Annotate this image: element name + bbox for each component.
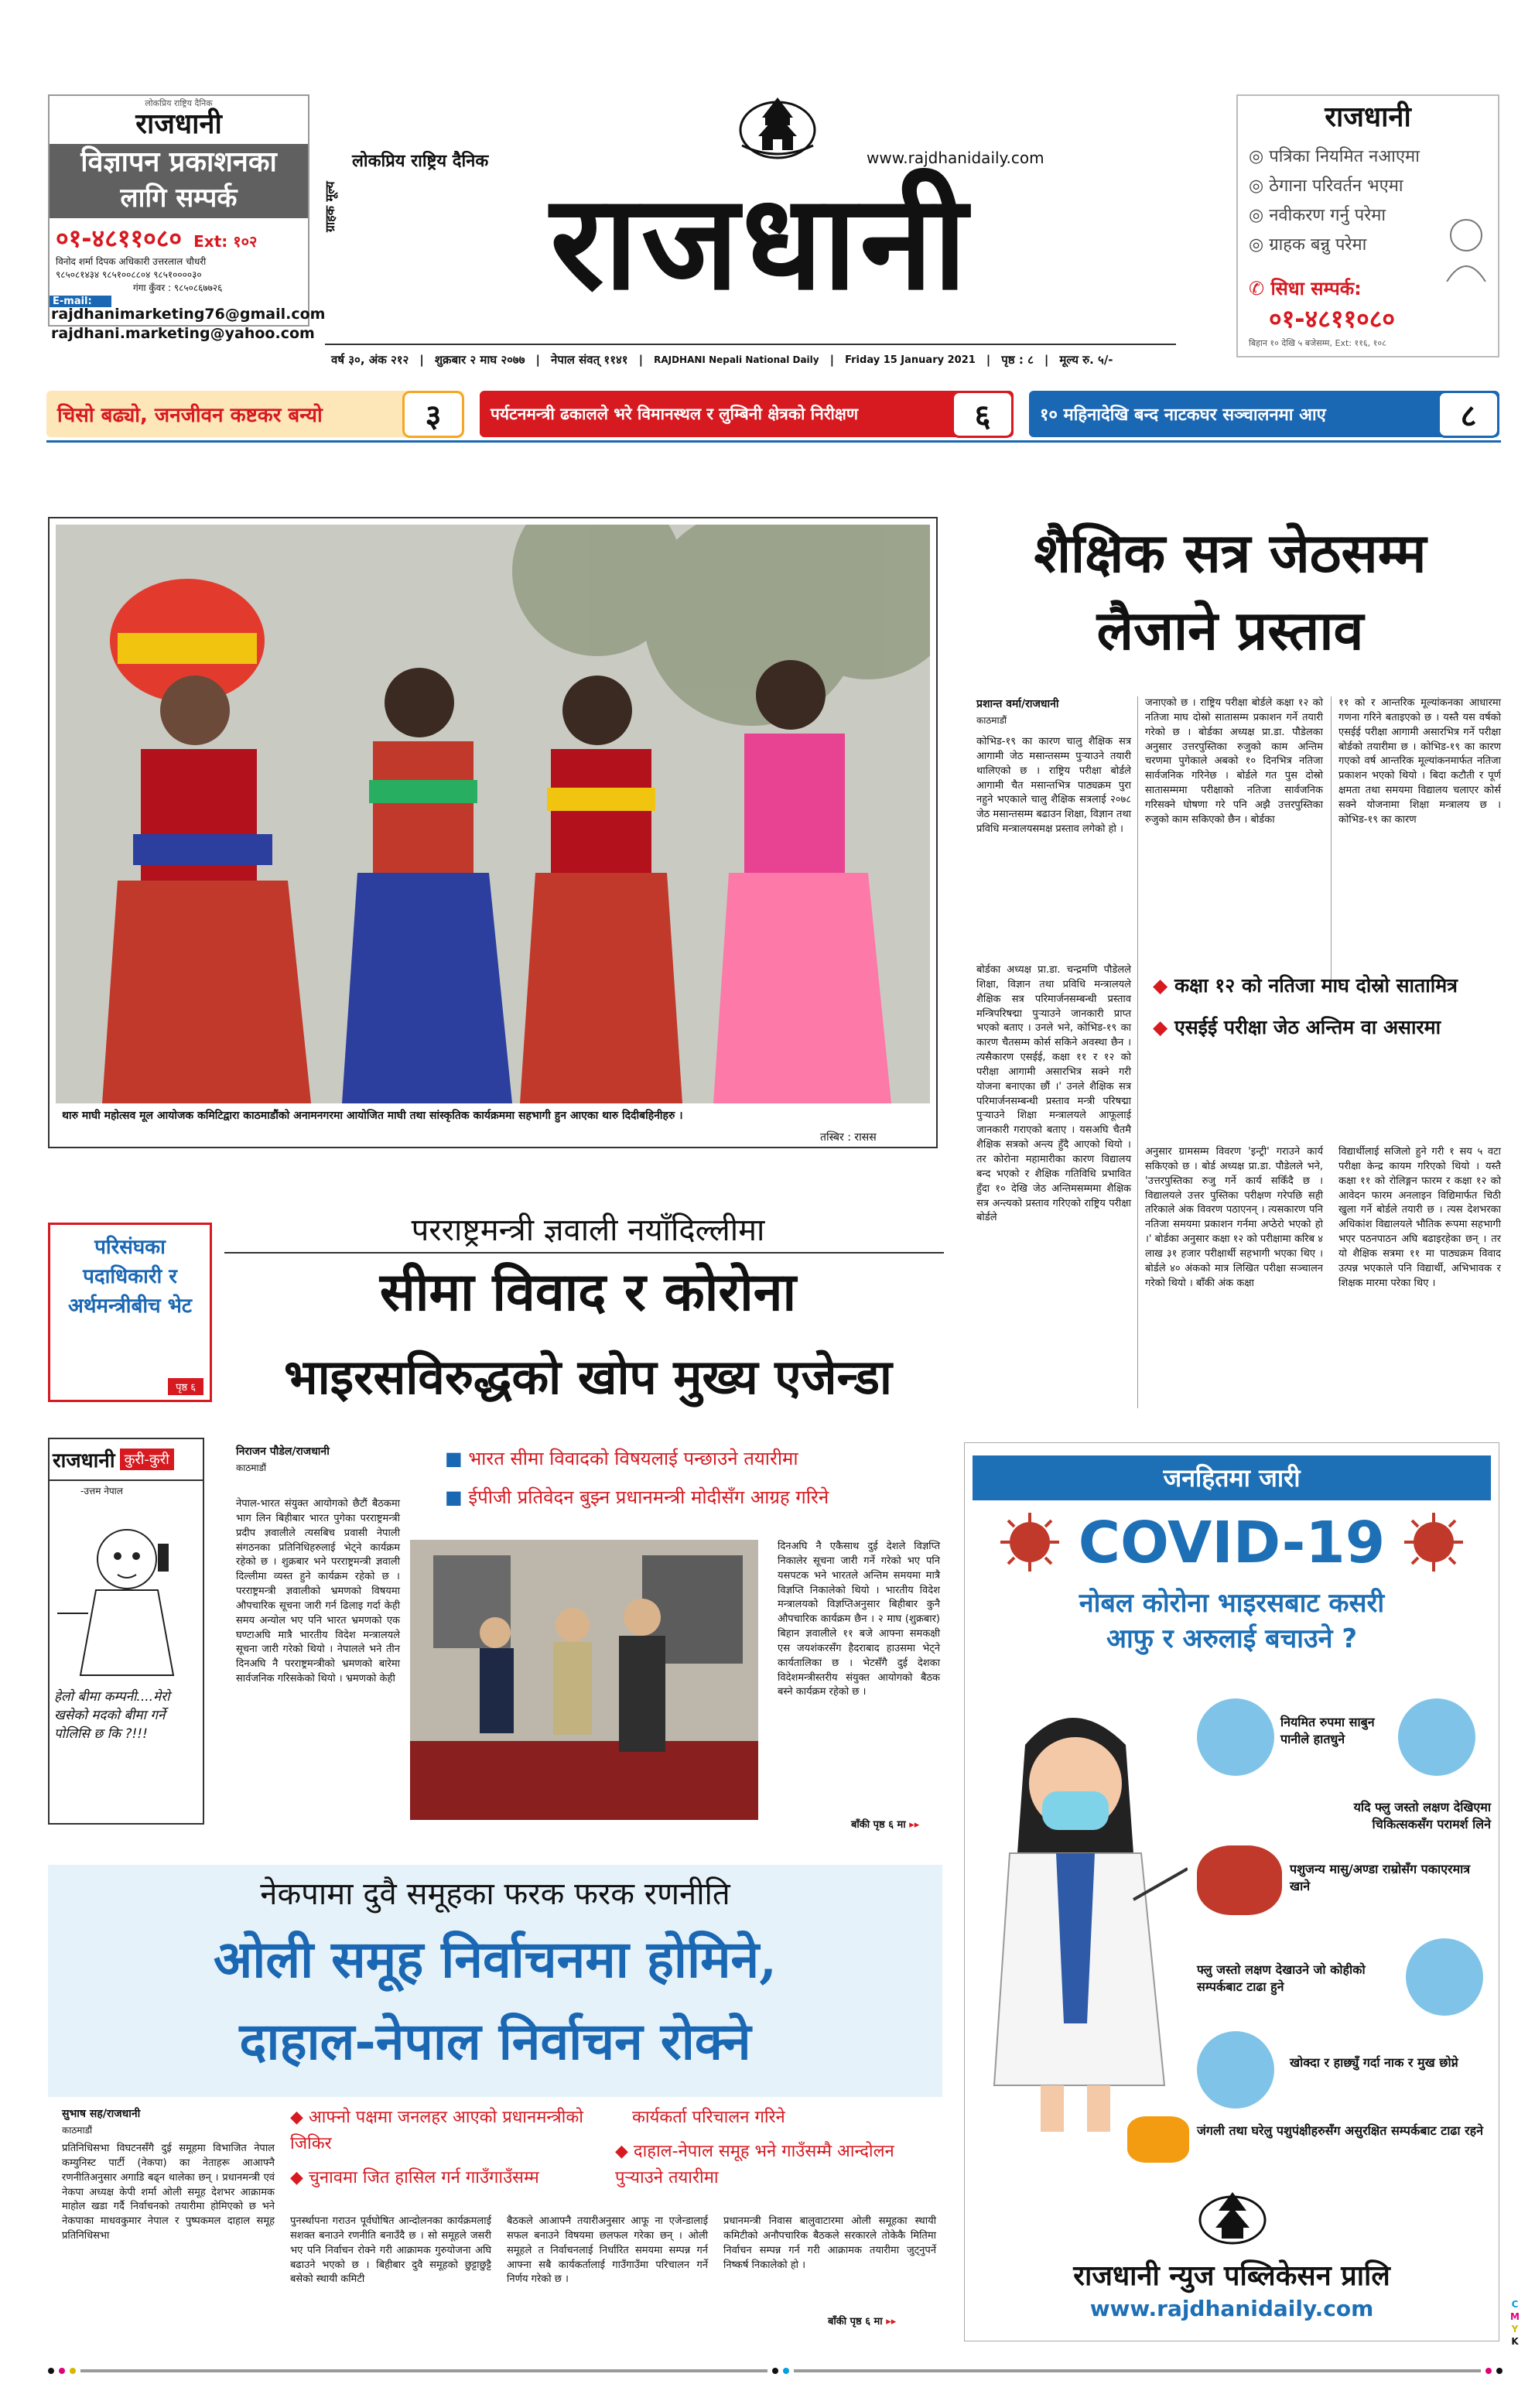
story3-bullet: ◆ चुनावमा जित हासिल गर्न गाउँगाउँसम्म bbox=[290, 2165, 600, 2191]
story1-col-rule bbox=[1331, 696, 1332, 983]
meta-nepal-samvat: नेपाल संवत् ११४१ bbox=[551, 353, 628, 367]
covid-tip-text: जंगली तथा घरेलु पशुपंक्षीहरुसँग असुरक्षित सम्पर्कबाट टाढा रहने bbox=[1197, 2123, 1484, 2138]
story2-bullet: ■ भारत सीमा विवादको विषयलाई पन्छाउने तयारीमा bbox=[445, 1439, 940, 1478]
story1-col2b: अनुसार ग्रामसम्म विवरण 'इन्ट्री' गराउने कार्य सकिएको छ । बोर्ड अध्यक्ष प्रा.डा. पौडेलले भने, 'उत्तरपुस्तिका रुजु गर्ने कार्य सकिँदै छ । विद्यालयले उत्तर पुस्तिका परीक्षण गरेपछि सही तरिकाले अंक विवरण पठाएनन् । त्यसकारण पनि नतिजा समयमा प्रकाशन गर्नमा अप्ठेरो भएको हो ।' बोर्डका अनुसार कक्षा १२ को परीक्षामा करिब ४ लाख ३१ हजार परीक्षार्थी सहभागी भएका थिए । बोर्डले ४० अंकको मात्र लिखित परीक्षा सञ्चालन गरेको थियो । बाँकी अंक कक्षा bbox=[1145, 1146, 1323, 1289]
right-ad-box bbox=[1236, 94, 1499, 357]
story1-highlight-item: ◆ एसईई परीक्षा जेठ अन्तिम वा असारमा bbox=[1153, 1012, 1501, 1043]
story1-headline2: लैजाने प्रस्ताव bbox=[1096, 598, 1364, 662]
right-ad-item: ◎ नवीकरण गर्नु परेमा bbox=[1249, 206, 1386, 225]
handwash-icon bbox=[1197, 1698, 1274, 1776]
covid-ad bbox=[964, 1442, 1499, 2341]
meta-date-np: शुक्रबार २ माघ २०७७ bbox=[434, 353, 525, 367]
covid-tip-text: यदि फ्लु जस्तो लक्षण देखिएमा चिकित्सकसँग परामर्श लिने bbox=[1353, 1800, 1491, 1832]
covid-tip bbox=[1197, 1698, 1491, 1799]
left-ad-email1[interactable]: rajdhanimarketing76@gmail.com bbox=[51, 306, 326, 323]
tagline: लोकप्रिय राष्ट्रिय दैनिक bbox=[352, 152, 489, 171]
covid-tip bbox=[1127, 2116, 1491, 2170]
cartoon-drawing bbox=[50, 1497, 203, 1683]
right-ad-footnote: बिहान १० देखि ५ बजेसम्म, Ext: ११६, १०८ bbox=[1249, 338, 1386, 348]
meat-icon bbox=[1197, 1845, 1282, 1915]
covid-subtitle2: आफु र अरुलाई बचाउने ? bbox=[1106, 1623, 1358, 1654]
story3-col3: बैठकले आआफ्नै तयारीअनुसार आफू ना एजेन्डालाई सफल बनाउने विषयमा छलफल गरेका छन् । ओली समूहले त निर्वाचनलाई निर्धारित समयमा सम्पन्न गर्न आफ्ना सबै कार्यकर्तालाई गाउँगाउँमा परिचालन गर्ने निर्णय गरेको छ । bbox=[507, 2215, 708, 2286]
left-ad-contact-line: गंगा कुँवर : ९८५०८६७७२६ bbox=[133, 282, 223, 293]
story2-headline2: भाइरसविरुद्धको खोप मुख्य एजेन्डा bbox=[284, 1349, 892, 1405]
cartoon-logo: राजधानी bbox=[53, 1449, 115, 1473]
publisher-url[interactable]: www.rajdhanidaily.com bbox=[1089, 2296, 1374, 2321]
right-ad-logo: राजधानी bbox=[1325, 101, 1411, 133]
right-ad-item: ◎ ग्राहक बन्नु परेमा bbox=[1249, 235, 1367, 255]
covid-title-row bbox=[965, 1500, 1499, 1585]
teaser-text: पर्यटनमन्त्री ढकालले भरे विमानस्थल र लुम्बिनी क्षेत्रको निरीक्षण bbox=[491, 405, 859, 423]
story1-col-rule bbox=[1137, 696, 1138, 1408]
side-label: ग्राहक मूल्य bbox=[323, 181, 337, 232]
covid-title: COVID-19 bbox=[1078, 1510, 1386, 1576]
covid-banner: जनहितमा जारी bbox=[973, 1455, 1491, 1500]
teaser-1[interactable] bbox=[46, 391, 464, 437]
doctor-illustration-icon bbox=[971, 1698, 1188, 2139]
masthead-meta: वर्ष ३०, अंक २१२ | शुक्रबार २ माघ २०७७ | नेपाल संवत् ११४१ | RAJDHANI Nepali National Daily | Friday 15 January 2021 | पृष्ठ : ८ | मूल्य रु. ५/- bbox=[331, 353, 1113, 367]
story3-bullets-right bbox=[615, 2105, 940, 2191]
teaser-page: ३ bbox=[402, 391, 464, 438]
sneeze-icon bbox=[1197, 2031, 1274, 2109]
covid-tip-text: खोक्दा र हाछ्युँ गर्दा नाक र मुख छोप्ने bbox=[1290, 2055, 1458, 2070]
meta-paper-en: RAJDHANI Nepali National Daily bbox=[654, 354, 819, 365]
covid-tip-text: नियमित रुपमा साबुन पानीले हातधुने bbox=[1280, 1715, 1375, 1746]
right-ad-contact-label: ✆ सिधा सम्पर्क: bbox=[1249, 278, 1362, 299]
publisher-emblem-icon bbox=[1194, 2186, 1271, 2248]
left-ad-email2[interactable]: rajdhani.marketing@yahoo.com bbox=[51, 325, 315, 342]
left-ad-contact-line: विनोद शर्मा दिपक अधिकारी उत्तरलाल चौधरी bbox=[56, 256, 207, 267]
inside-box-text: परिसंघका पदाधिकारी र अर्थमन्त्रीबीच भेट bbox=[67, 1236, 193, 1318]
left-ad-phone: ०१-४८११०८० bbox=[56, 224, 183, 253]
photo-credit: तस्बिर : रासस bbox=[820, 1131, 877, 1144]
story3-headline2: दाहाल-नेपाल निर्वाचन रोक्ने bbox=[239, 2011, 751, 2071]
sick-person-icon bbox=[1398, 1698, 1475, 1776]
story2-continued[interactable]: बाँकी पृष्ठ ६ मा ▸▸ bbox=[851, 1819, 920, 1831]
inside-box[interactable] bbox=[48, 1223, 212, 1402]
story3-col4: प्रधानमन्त्री निवास बालुवाटारमा ओली समूहका स्थायी कमिटीको अनौपचारिक बैठकले सरकारले तोकेकै मितिमा निर्वाचन सम्पन्न गर्न गरी आक्रामक तयारीमा जुट्नुपर्ने निष्कर्ष निकालेको हो । bbox=[723, 2215, 936, 2271]
meta-price: मूल्य रु. ५/- bbox=[1059, 353, 1113, 367]
covid-tip-text: पशुजन्य मासु/अण्डा राम्रोसँग पकाएरमात्र खाने bbox=[1290, 1862, 1471, 1893]
left-ad-logo bbox=[50, 96, 308, 142]
photo-caption: थारु माघी महोत्सव मूल आयोजक कमिटिद्वारा काठमाडौंको अनामनगरमा आयोजित माघी तथा सांस्कृतिक कार्यक्रममा सहभागी हुन आएका थारु दिदीबहिनीहरु । bbox=[62, 1110, 683, 1122]
story1-byline: प्रशान्त वर्मा/राजधानी bbox=[976, 698, 1059, 710]
left-ad-phone-row bbox=[56, 221, 303, 252]
left-ad-title2: लागि सम्पर्क bbox=[120, 183, 238, 214]
story3-byline: सुभाष सह/राजधानी bbox=[62, 2108, 141, 2120]
story2-rule bbox=[224, 1252, 944, 1254]
left-ad-title1: विज्ञापन प्रकाशनका bbox=[80, 146, 277, 178]
story1-col1b: बोर्डका अध्यक्ष प्रा.डा. चन्द्रमणि पौडेलले शिक्षा, विज्ञान तथा प्रविधि मन्त्रालयले शैक्षिक सत्र परिमार्जनसम्बन्धी प्रस्ताव मन्त्रिपरिषद्मा पुऱ्याउने जानकारी प्राप्त भएको बताए । उनले भने, कोभिड-१९ का कारण चैतसम्म कोर्स सकिने अवस्था छैन । त्यसैकारण एसईई, कक्षा ११ र १२ को परीक्षा आगामी असारभित्र सक्ने गरी योजना बनाएका छौं ।' उनले शैक्षिक सत्र परिमार्जनसम्बन्धी प्रस्ताव मन्त्री परिषद्मा पुऱ्याउने शिक्षा मन्त्रालयले आफूलाई जानकारी गराएको बताए । यसअघि चैतमै शैक्षिक सत्रको अन्त्य हुँदै आएको थियो । तर कोरोना महामारीका कारण विद्यालय बन्द भएको र शैक्षिक गतिविधि प्रभावित हुँदा १० देखि जेठ अन्तिमसम्ममा शैक्षिक सत्र अन्त्यको प्रस्ताव गरिएको राष्ट्रिय परीक्षा बोर्डले bbox=[976, 964, 1131, 1224]
story2-headline1: सीमा विवाद र कोरोना bbox=[379, 1261, 797, 1323]
story1-highlight bbox=[1153, 970, 1501, 1043]
inside-box-page: पृष्ठ ६ bbox=[168, 1378, 203, 1395]
story1-headline1: शैक्षिक सत्र जेठसम्म bbox=[1034, 521, 1427, 585]
covid-tip-text: फ्लु जस्तो लक्षण देखाउने जो कोहीको सम्पर्कबाट टाढा हुने bbox=[1197, 1962, 1366, 1994]
meta-volume: वर्ष ३०, अंक २१२ bbox=[331, 353, 409, 367]
story2-col3: दिनअघि नै एकैसाथ दुई देशले विज्ञप्ति निकालेर सूचना जारी गर्ने गरेको भए पनि यसपटक भने भारतले अन्तिम समयमा मात्रै विज्ञप्ति निकालेको थियो । भारतीय विदेश मन्त्रालयको विज्ञप्तिअनुसार बिहीबार कुनै औपचारिक कार्यक्रम छैन । २ माघ (शुक्रबार) बिहान ज्ञवालीले ११ बजे आफ्ना समकक्षी एस जयशंकरसँग हैदराबाद हाउसमा भेट्ने कार्यतालिका छ । भेटसँगै दुई देशका विदेशमन्त्रीस्तरीय संयुक्त आयोगको बैठक बस्ने कार्यक्रम रहेको छ । bbox=[778, 1541, 940, 1698]
meta-pages: पृष्ठ : ८ bbox=[1001, 353, 1034, 367]
customer-face-icon bbox=[1439, 212, 1493, 282]
distance-icon bbox=[1406, 1938, 1483, 2016]
masthead-title: राजधानी bbox=[550, 165, 970, 320]
website[interactable]: www.rajdhanidaily.com bbox=[867, 149, 1044, 167]
story2-place: काठमाडौं bbox=[236, 1462, 267, 1473]
story2-col1: नेपाल-भारत संयुक्त आयोगको छैटौं बैठकमा भाग लिन बिहीबार भारत पुगेका परराष्ट्रमन्त्री प्रदीप ज्ञवालीले त्यसबिच प्रवासी नेपाली संगठनका प्रतिनिधिहरुलाई भेट्ने कार्यक्रम रहेको छ । शुक्रबार भने परराष्ट्रमन्त्री ज्ञवाली दिल्लीमा व्यस्त हुने कार्यक्रम रहेको छ । परराष्ट्रमन्त्री ज्ञवालीको भ्रमणको विषयमा औपचारिक सूचना जारी गर्न ढिलाइ गर्दा केही समय अन्योल भए पनि भारत भ्रमणको एक घण्टाअघि मात्रै भारतीय विदेश मन्त्रालयले सूचना जारी गरेको थियो । नेपालले भने तीन दिनअघि नै परराष्ट्रमन्त्रीको भ्रमणको बारेमा सार्वजनिक गरिसकेको थियो । भ्रमणको केही bbox=[236, 1498, 400, 1685]
story1-col1a: कोभिड-१९ का कारण चालु शैक्षिक सत्र आगामी जेठ मसान्तसम्म पुऱ्याउने तयारी थालिएको छ । राष्ट्रिय परीक्षा बोर्डले आगामी चैत मसान्तभित्र पाठ्यक्रम पुरा नहुने भएकाले चालु शैक्षिक सत्रलाई २०७८ जेठ मसान्तसम्म बढाउन शिक्षा, विज्ञान तथा प्रविधि मन्त्रालयसमक्ष प्रस्ताव लगेको हो । bbox=[976, 736, 1131, 836]
story3-bullets-left bbox=[290, 2105, 600, 2191]
story3-col1: प्रतिनिधिसभा विघटनसँगै दुई समूहमा विभाजित नेपाल कम्युनिस्ट पार्टी (नेकपा) का नेताहरू आआफ्नै रणनीतिअनुसार अगाडि बढ्न थालेका छन् । प्रधानमन्त्री एवं नेकपा अध्यक्ष केपी शर्मा ओली समूह देशभर आक्रामक माहोल खडा गर्दै निर्वाचनको तयारीमा होमिएको छ भने नेकपाका माधवकुमार नेपाल र पुष्पकमल दाहाल समूह प्रतिनिधिसभा bbox=[62, 2143, 275, 2242]
cartoon-box bbox=[48, 1438, 204, 1825]
left-ad-contact-line: ९८५०८१४३४ ९८५१००८८०४ ९८५१००००३० bbox=[56, 269, 202, 280]
story2-bullet: ■ ईपीजी प्रतिवेदन बुझ्न प्रधानमन्त्री मोदीसँग आग्रह गरिने bbox=[445, 1478, 940, 1517]
covid-tip bbox=[1197, 2031, 1491, 2116]
story1-col2a: जनाएको छ । राष्ट्रिय परीक्षा बोर्डले कक्षा १२ को नतिजा माघ दोस्रो सातासम्म प्रकाशन गर्ने तयारी गरेको छ । बोर्डका अध्यक्ष प्रा.डा. पौडेलका अनुसार उत्तरपुस्तिका रुजुको काम अन्तिम चरणमा पुगेकाले अबको १० दिनभित्र नतिजा सार्वजनिक गरिनेछ । बोर्डले गत पुस दोस्रो सातासम्ममा परीक्षाको नतिजा सार्वजनिक गरिसक्ने घोषणा गरे पनि अझै उत्तरपुस्तिका रुजुको काम सकिएको छैन । बोर्डका bbox=[1145, 697, 1323, 826]
teaser-text: चिसो बढ्यो, जनजीवन कष्टकर बन्यो bbox=[57, 404, 323, 427]
cmyk-k: K bbox=[1511, 2336, 1519, 2347]
teaser-page: ६ bbox=[952, 391, 1014, 438]
story1-place: काठमाडौं bbox=[976, 715, 1007, 726]
story3-bullet: ◆ आफ्नो पक्षमा जनलहर आएको प्रधानमन्त्रीको जिकिर bbox=[290, 2105, 600, 2157]
story3-place: काठमाडौं bbox=[62, 2125, 93, 2136]
covid-subtitle1: नोबल कोरोना भाइरसबाट कसरी bbox=[1079, 1588, 1385, 1619]
cmyk-m: M bbox=[1510, 2311, 1520, 2322]
teaser-2[interactable] bbox=[480, 391, 1014, 437]
right-ad-item: ◎ ठेगाना परिवर्तन भएमा bbox=[1249, 176, 1403, 196]
story3-kicker: नेकपामा दुवै समूहका फरक फरक रणनीति bbox=[260, 1876, 730, 1912]
story3-continued[interactable]: बाँकी पृष्ठ ६ मा ▸▸ bbox=[828, 2316, 897, 2328]
virus-icon bbox=[1403, 1511, 1465, 1573]
story3-bullet: कार्यकर्ता परिचालन गरिने bbox=[632, 2108, 785, 2127]
cartoon-header bbox=[50, 1439, 203, 1481]
story1-col3a: ११ को र आन्तरिक मूल्यांकनका आधारमा गणना गरिने बताइएको छ । यस्तै यस वर्षको एसईई परीक्षा आगामी असारभित्र गर्ने परीक्षा बोर्डको तयारीमा छ । कोभिड-१९ का कारण गएको वर्ष आन्तरिक मूल्यांकनमार्फत नतिजा प्रकाशन भएको थियो । बिदा कटौती र पूर्ण क्षमता तथा समयमा विद्यालय चलाएर कोर्स सक्ने योजनामा शिक्षा मन्त्रालय छ । कोभिड-१९ का कारण bbox=[1338, 697, 1501, 826]
story1-highlight-item: ◆ कक्षा १२ को नतिजा माघ दोस्रो सातामित्र bbox=[1153, 970, 1501, 1001]
cartoon-label: कुरी-कुरी bbox=[120, 1449, 174, 1470]
left-ad-box bbox=[48, 94, 309, 327]
left-ad-logo-text: राजधानी bbox=[135, 108, 222, 140]
covid-tip bbox=[1197, 1938, 1491, 2031]
covid-tip bbox=[1197, 1845, 1491, 1938]
teaser-text: १० महिनादेखि बन्द नाटकघर सञ्चालनमा आए bbox=[1040, 405, 1326, 425]
cmyk-c: C bbox=[1511, 2299, 1519, 2310]
left-ad-logo-tag: लोकप्रिय राष्ट्रिय दैनिक bbox=[145, 98, 213, 108]
story2-byline: निराजन पौडेल/राजधानी bbox=[236, 1445, 330, 1458]
right-ad-item: ◎ पत्रिका नियमित नआएमा bbox=[1249, 147, 1420, 166]
bottom-registration-bar bbox=[48, 2368, 1503, 2374]
story3-col2: पुनर्स्थापना गराउन पूर्वघोषित आन्दोलनका कार्यक्रमलाई सशक्त बनाउने रणनीति बनाउँदै छ । सो समूहले जसरी भए पनि निर्वाचन रोक्ने गरी आक्रामक गुरुयोजना अघि बढाउने भएको छ । बिहीबार दुवै समूहको छुट्टाछुट्टै बसेको स्थायी कमिटी bbox=[290, 2215, 491, 2286]
story2-photo bbox=[410, 1540, 758, 1820]
publisher-name: राजधानी न्युज पब्लिकेसन प्रालि bbox=[1073, 2260, 1390, 2292]
meta-date-en: Friday 15 January 2021 bbox=[845, 354, 976, 366]
story3-bullet: ◆ दाहाल-नेपाल समूह भने गाउँसम्मै आन्दोलन पुऱ्याउने तयारीमा bbox=[615, 2139, 940, 2191]
meta-top-rule bbox=[325, 344, 1176, 345]
story3-headline1: ओली समूह निर्वाचनमा होमिने, bbox=[213, 1929, 778, 1989]
left-ad-ext: Ext: १०२ bbox=[193, 232, 258, 251]
animals-icon bbox=[1127, 2116, 1189, 2163]
left-ad-title-box bbox=[50, 144, 308, 218]
teaser-3[interactable] bbox=[1029, 391, 1499, 437]
left-ad-contacts bbox=[56, 255, 303, 295]
teaser-page: ८ bbox=[1438, 391, 1499, 438]
cmyk-y: Y bbox=[1511, 2324, 1519, 2334]
cartoon-caption: हेलो बीमा कम्पनी....मेरो खसेको मदको बीमा गर्ने पोलिसि छ कि ?!!! bbox=[54, 1689, 170, 1742]
cmyk-marker bbox=[1507, 2298, 1523, 2348]
story1-col3b: विद्यार्थीलाई सजिलो हुने गरी १ सय ५ वटा परीक्षा केन्द्र कायम गरिएको थियो । यस्तै कक्षा ११ को रोलिङ्गन फारम र कक्षा १२ को आवेदन फारम अनलाइन विद्यिमार्फत चिठी खुला गर्ने बोर्डले तयारी छ । त्यस देशभरका अधिकांश विद्यालयले भौतिक रूपमा सहभागी भएर पठनपाठन अघि बढाइरहेका छन् । तर यो शैक्षिक सत्रमा ११ मा पाठ्यक्रम विवाद उत्पन्न भएकाले पनि विद्यार्थी, अभिभावक र शिक्षक मारमा परेका थिए । bbox=[1338, 1146, 1501, 1289]
virus-icon bbox=[999, 1511, 1061, 1573]
lead-photo bbox=[56, 525, 930, 1103]
left-ad-email-label: E-mail: bbox=[50, 296, 111, 307]
story2-kicker: परराष्ट्रमन्त्री ज्ञवाली नयाँदिल्लीमा bbox=[411, 1213, 765, 1248]
cartoon-artist: -उत्तम नेपाल bbox=[80, 1486, 123, 1496]
story2-bullets bbox=[445, 1439, 940, 1517]
right-ad-phone: ०१-४८११०८० bbox=[1269, 304, 1396, 333]
